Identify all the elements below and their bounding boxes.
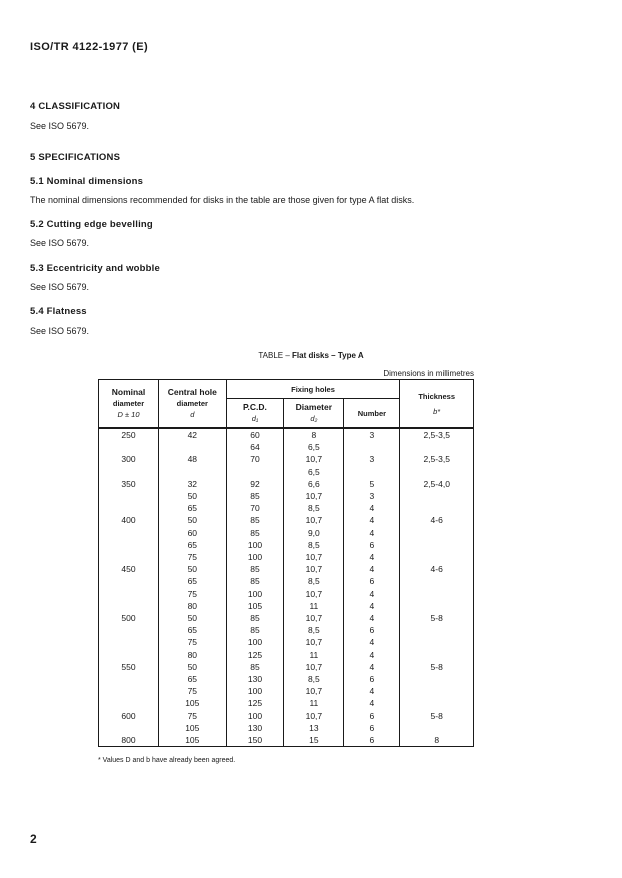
table-caption-prefix: TABLE – bbox=[258, 351, 290, 360]
cell-thickness bbox=[400, 551, 474, 563]
table-row bbox=[99, 612, 474, 624]
table-row bbox=[99, 453, 474, 465]
cell-central-hole bbox=[159, 441, 227, 453]
header-central-hole bbox=[159, 380, 227, 429]
table-row bbox=[99, 428, 474, 441]
cell-central-hole: 75 bbox=[159, 551, 227, 563]
cell-thickness bbox=[400, 490, 474, 502]
cell-nominal bbox=[99, 673, 159, 685]
section-5-4-heading: 5.4 Flatness bbox=[30, 306, 87, 317]
section-5-1-text: The nominal dimensions recommended for disks in the table are those given for type A flat disks. bbox=[30, 195, 415, 205]
cell-central-hole: 65 bbox=[159, 539, 227, 551]
cell-pcd: 85 bbox=[226, 661, 284, 673]
cell-pcd: 70 bbox=[226, 453, 284, 465]
cell-central-hole: 65 bbox=[159, 624, 227, 636]
header-fixing-label: Fixing holes bbox=[291, 384, 335, 394]
section-5-3-text: See ISO 5679. bbox=[30, 282, 90, 292]
cell-diameter: 8,5 bbox=[284, 673, 344, 685]
cell-central-hole: 65 bbox=[159, 673, 227, 685]
cell-number: 6 bbox=[344, 722, 400, 734]
header-central-symbol: d bbox=[190, 410, 195, 419]
section-5-3-heading: 5.3 Eccentricity and wobble bbox=[30, 263, 160, 274]
table-row bbox=[99, 551, 474, 563]
cell-pcd: 100 bbox=[226, 588, 284, 600]
cell-central-hole: 60 bbox=[159, 527, 227, 539]
table-row bbox=[99, 624, 474, 636]
cell-pcd: 85 bbox=[226, 514, 284, 526]
table-row bbox=[99, 649, 474, 661]
section-5-heading: 5 SPECIFICATIONS bbox=[30, 152, 121, 163]
cell-nominal bbox=[99, 502, 159, 514]
cell-thickness bbox=[400, 636, 474, 648]
cell-diameter: 6,5 bbox=[284, 466, 344, 478]
section-5-1-heading: 5.1 Nominal dimensions bbox=[30, 176, 144, 187]
cell-diameter: 10,7 bbox=[284, 710, 344, 722]
cell-number: 6 bbox=[344, 734, 400, 747]
table-row bbox=[99, 514, 474, 526]
cell-thickness: 2,5-3,5 bbox=[400, 453, 474, 465]
cell-pcd: 64 bbox=[226, 441, 284, 453]
cell-central-hole: 75 bbox=[159, 636, 227, 648]
header-diameter-symbol: d₂ bbox=[310, 414, 318, 423]
cell-number: 4 bbox=[344, 527, 400, 539]
cell-diameter: 8,5 bbox=[284, 575, 344, 587]
cell-number: 5 bbox=[344, 478, 400, 490]
cell-pcd: 130 bbox=[226, 722, 284, 734]
table-row bbox=[99, 673, 474, 685]
cell-diameter: 10,7 bbox=[284, 514, 344, 526]
cell-thickness: 5-8 bbox=[400, 612, 474, 624]
cell-nominal: 300 bbox=[99, 453, 159, 465]
cell-diameter: 13 bbox=[284, 722, 344, 734]
cell-pcd: 125 bbox=[226, 649, 284, 661]
cell-thickness bbox=[400, 466, 474, 478]
table-row bbox=[99, 685, 474, 697]
cell-number: 4 bbox=[344, 649, 400, 661]
cell-number: 4 bbox=[344, 514, 400, 526]
cell-thickness: 5-8 bbox=[400, 661, 474, 673]
table-row bbox=[99, 600, 474, 612]
cell-nominal bbox=[99, 551, 159, 563]
cell-central-hole: 50 bbox=[159, 514, 227, 526]
cell-nominal: 800 bbox=[99, 734, 159, 747]
cell-diameter: 11 bbox=[284, 649, 344, 661]
cell-nominal bbox=[99, 649, 159, 661]
cell-diameter: 6,6 bbox=[284, 478, 344, 490]
section-4-text: See ISO 5679. bbox=[30, 121, 90, 131]
cell-central-hole: 48 bbox=[159, 453, 227, 465]
cell-pcd: 85 bbox=[226, 490, 284, 502]
cell-number: 4 bbox=[344, 685, 400, 697]
cell-central-hole: 75 bbox=[159, 588, 227, 600]
table-row bbox=[99, 575, 474, 587]
cell-thickness bbox=[400, 539, 474, 551]
cell-nominal bbox=[99, 636, 159, 648]
cell-number: 3 bbox=[344, 490, 400, 502]
header-pcd-label: P.C.D. bbox=[242, 402, 267, 412]
header-nominal-symbol: D ± 10 bbox=[117, 410, 140, 419]
cell-central-hole: 65 bbox=[159, 502, 227, 514]
cell-thickness bbox=[400, 685, 474, 697]
cell-diameter: 8,5 bbox=[284, 502, 344, 514]
section-5-2-text: See ISO 5679. bbox=[30, 238, 90, 248]
cell-pcd: 85 bbox=[226, 527, 284, 539]
cell-number: 4 bbox=[344, 600, 400, 612]
cell-number: 4 bbox=[344, 563, 400, 575]
cell-pcd: 125 bbox=[226, 697, 284, 709]
cell-central-hole: 42 bbox=[159, 428, 227, 441]
cell-diameter: 10,7 bbox=[284, 685, 344, 697]
table-row bbox=[99, 697, 474, 709]
cell-number: 6 bbox=[344, 673, 400, 685]
cell-diameter: 11 bbox=[284, 697, 344, 709]
cell-diameter: 9,0 bbox=[284, 527, 344, 539]
table-row bbox=[99, 722, 474, 734]
cell-number bbox=[344, 466, 400, 478]
cell-number: 6 bbox=[344, 710, 400, 722]
table-row bbox=[99, 710, 474, 722]
cell-thickness: 4-6 bbox=[400, 514, 474, 526]
cell-pcd: 100 bbox=[226, 685, 284, 697]
flat-disks-table bbox=[98, 379, 474, 747]
cell-number: 4 bbox=[344, 551, 400, 563]
cell-pcd: 100 bbox=[226, 710, 284, 722]
cell-nominal: 450 bbox=[99, 563, 159, 575]
header-pcd-symbol: d₁ bbox=[251, 414, 259, 423]
cell-nominal bbox=[99, 466, 159, 478]
cell-number: 4 bbox=[344, 588, 400, 600]
cell-number: 4 bbox=[344, 661, 400, 673]
table-row bbox=[99, 441, 474, 453]
table-row bbox=[99, 539, 474, 551]
cell-diameter: 10,7 bbox=[284, 551, 344, 563]
cell-diameter: 10,7 bbox=[284, 563, 344, 575]
cell-central-hole: 105 bbox=[159, 722, 227, 734]
cell-nominal: 250 bbox=[99, 428, 159, 441]
cell-nominal: 600 bbox=[99, 710, 159, 722]
cell-number: 6 bbox=[344, 575, 400, 587]
cell-diameter: 10,7 bbox=[284, 612, 344, 624]
header-thickness-symbol: b* bbox=[433, 406, 441, 416]
cell-central-hole: 50 bbox=[159, 563, 227, 575]
cell-pcd: 85 bbox=[226, 563, 284, 575]
cell-central-hole: 75 bbox=[159, 710, 227, 722]
cell-thickness bbox=[400, 527, 474, 539]
cell-pcd: 150 bbox=[226, 734, 284, 747]
cell-thickness bbox=[400, 673, 474, 685]
cell-thickness bbox=[400, 600, 474, 612]
cell-number: 4 bbox=[344, 502, 400, 514]
cell-central-hole: 105 bbox=[159, 697, 227, 709]
header-central-sub: diameter bbox=[176, 399, 208, 408]
cell-central-hole: 50 bbox=[159, 661, 227, 673]
cell-nominal bbox=[99, 624, 159, 636]
table-caption-title: Flat disks – Type A bbox=[292, 351, 364, 360]
table-row bbox=[99, 661, 474, 673]
cell-diameter: 15 bbox=[284, 734, 344, 747]
cell-pcd: 130 bbox=[226, 673, 284, 685]
cell-nominal bbox=[99, 441, 159, 453]
cell-nominal bbox=[99, 490, 159, 502]
cell-thickness: 5-8 bbox=[400, 710, 474, 722]
table-row bbox=[99, 490, 474, 502]
cell-thickness bbox=[400, 441, 474, 453]
cell-thickness: 2,5-4,0 bbox=[400, 478, 474, 490]
cell-pcd: 60 bbox=[226, 428, 284, 441]
cell-pcd: 70 bbox=[226, 502, 284, 514]
cell-pcd: 100 bbox=[226, 539, 284, 551]
cell-diameter: 6,5 bbox=[284, 441, 344, 453]
cell-number bbox=[344, 441, 400, 453]
cell-pcd: 100 bbox=[226, 636, 284, 648]
cell-nominal: 350 bbox=[99, 478, 159, 490]
cell-nominal bbox=[99, 600, 159, 612]
table-row bbox=[99, 466, 474, 478]
header-central-label: Central hole bbox=[167, 387, 217, 397]
cell-nominal bbox=[99, 697, 159, 709]
cell-thickness bbox=[400, 502, 474, 514]
header-thickness-label: Thickness bbox=[418, 391, 456, 401]
cell-central-hole: 65 bbox=[159, 575, 227, 587]
cell-nominal bbox=[99, 539, 159, 551]
header-number bbox=[344, 399, 400, 429]
cell-thickness: 8 bbox=[400, 734, 474, 747]
cell-central-hole: 32 bbox=[159, 478, 227, 490]
cell-pcd: 85 bbox=[226, 612, 284, 624]
cell-central-hole: 75 bbox=[159, 685, 227, 697]
cell-number: 6 bbox=[344, 539, 400, 551]
table-caption bbox=[0, 351, 622, 360]
table-row bbox=[99, 636, 474, 648]
cell-number: 3 bbox=[344, 453, 400, 465]
cell-nominal: 500 bbox=[99, 612, 159, 624]
cell-number: 4 bbox=[344, 697, 400, 709]
cell-pcd: 92 bbox=[226, 478, 284, 490]
cell-thickness bbox=[400, 697, 474, 709]
cell-diameter: 10,7 bbox=[284, 636, 344, 648]
units-note: Dimensions in millimetres bbox=[383, 369, 474, 378]
header-nominal-label: Nominal bbox=[111, 387, 146, 397]
cell-diameter: 8,5 bbox=[284, 624, 344, 636]
cell-pcd: 105 bbox=[226, 600, 284, 612]
cell-central-hole: 80 bbox=[159, 649, 227, 661]
cell-nominal bbox=[99, 722, 159, 734]
cell-number: 6 bbox=[344, 624, 400, 636]
cell-thickness bbox=[400, 722, 474, 734]
cell-number: 3 bbox=[344, 428, 400, 441]
cell-pcd: 85 bbox=[226, 624, 284, 636]
cell-diameter: 10,7 bbox=[284, 453, 344, 465]
cell-central-hole: 50 bbox=[159, 612, 227, 624]
cell-diameter: 8,5 bbox=[284, 539, 344, 551]
cell-nominal: 400 bbox=[99, 514, 159, 526]
cell-central-hole: 50 bbox=[159, 490, 227, 502]
table-row bbox=[99, 588, 474, 600]
cell-diameter: 10,7 bbox=[284, 490, 344, 502]
cell-thickness: 4-6 bbox=[400, 563, 474, 575]
cell-thickness bbox=[400, 575, 474, 587]
table-row bbox=[99, 734, 474, 747]
cell-number: 4 bbox=[344, 612, 400, 624]
cell-thickness bbox=[400, 649, 474, 661]
cell-nominal bbox=[99, 575, 159, 587]
header-nominal-sub: diameter bbox=[112, 399, 145, 408]
cell-nominal bbox=[99, 588, 159, 600]
cell-pcd bbox=[226, 466, 284, 478]
header-thickness bbox=[400, 380, 474, 429]
header-pcd bbox=[226, 399, 284, 429]
table-row bbox=[99, 478, 474, 490]
header-number-label: Number bbox=[357, 408, 387, 418]
cell-central-hole bbox=[159, 466, 227, 478]
header-diameter-label: Diameter bbox=[295, 402, 333, 412]
section-4-heading: 4 CLASSIFICATION bbox=[30, 101, 121, 112]
cell-pcd: 100 bbox=[226, 551, 284, 563]
cell-central-hole: 80 bbox=[159, 600, 227, 612]
header-diameter bbox=[284, 399, 344, 429]
header-fixing-holes bbox=[226, 380, 400, 399]
cell-thickness: 2,5-3,5 bbox=[400, 428, 474, 441]
cell-central-hole: 105 bbox=[159, 734, 227, 747]
header-nominal bbox=[99, 380, 159, 429]
page-number: 2 bbox=[30, 832, 37, 846]
table-row bbox=[99, 502, 474, 514]
cell-thickness bbox=[400, 624, 474, 636]
section-5-2-heading: 5.2 Cutting edge bevelling bbox=[30, 219, 153, 230]
cell-nominal bbox=[99, 527, 159, 539]
table-row bbox=[99, 563, 474, 575]
section-5-4-text: See ISO 5679. bbox=[30, 326, 90, 336]
cell-diameter: 11 bbox=[284, 600, 344, 612]
cell-diameter: 8 bbox=[284, 428, 344, 441]
table-footnote: * Values D and b have already been agreed. bbox=[98, 757, 236, 764]
table-body bbox=[99, 428, 474, 747]
cell-diameter: 10,7 bbox=[284, 588, 344, 600]
cell-nominal bbox=[99, 685, 159, 697]
document-header: ISO/TR 4122-1977 (E) bbox=[30, 41, 149, 53]
cell-nominal: 550 bbox=[99, 661, 159, 673]
cell-number: 4 bbox=[344, 636, 400, 648]
cell-thickness bbox=[400, 588, 474, 600]
cell-pcd: 85 bbox=[226, 575, 284, 587]
cell-diameter: 10,7 bbox=[284, 661, 344, 673]
table-row bbox=[99, 527, 474, 539]
